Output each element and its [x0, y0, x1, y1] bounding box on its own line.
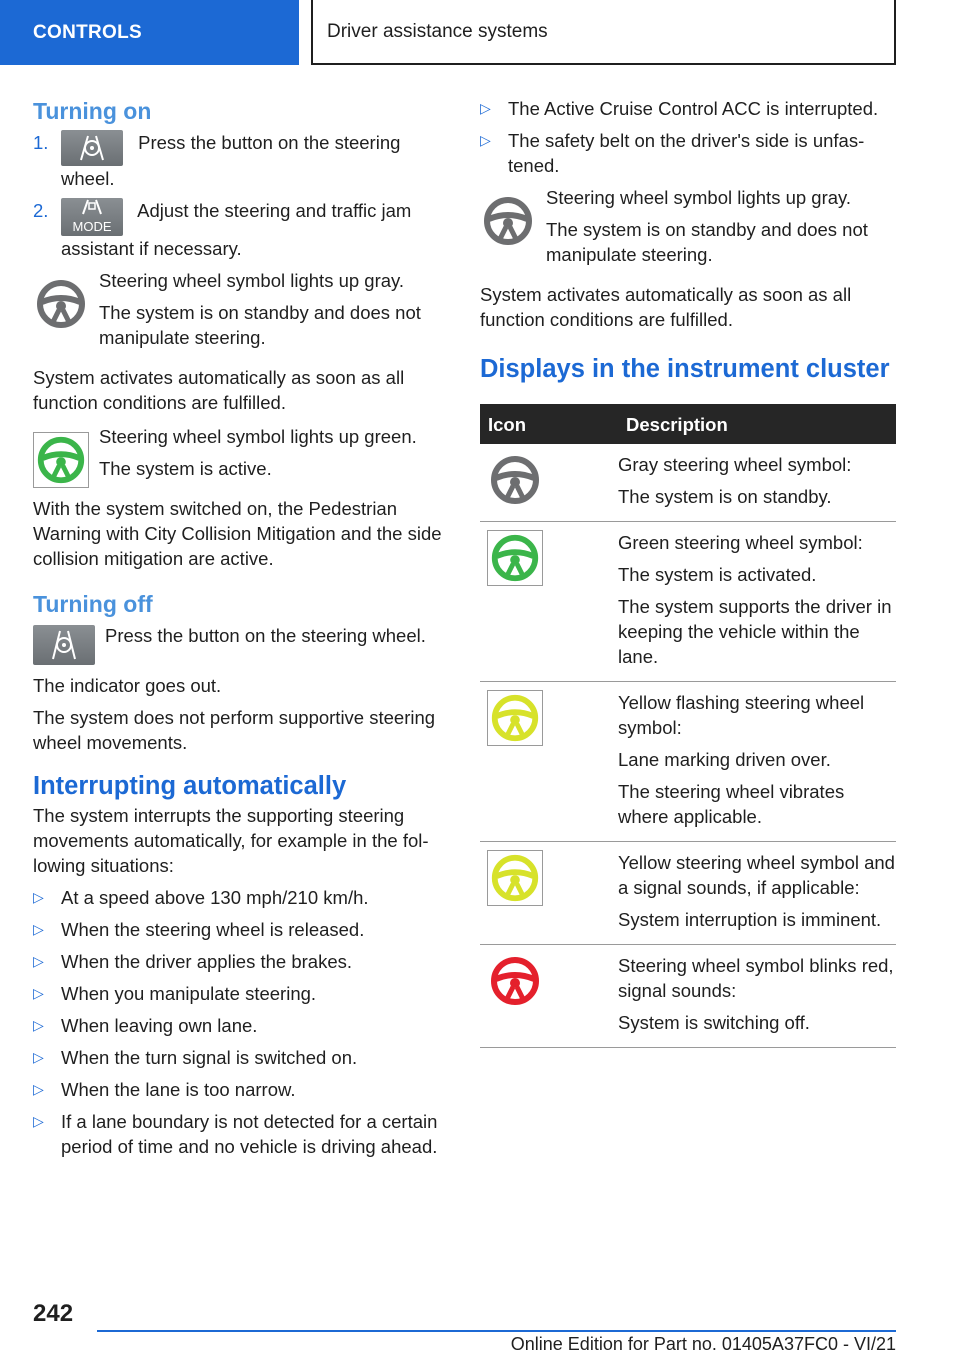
auto-activation-text: System activates automatically as soon as all function conditions are fulfilled.: [33, 367, 405, 413]
table-row: [480, 444, 896, 522]
turning-on-heading: Turning on: [33, 98, 152, 124]
yellow-flashing-steering-wheel-icon: [487, 690, 543, 746]
row-text: Green steering wheel symbol:: [618, 532, 863, 553]
lane-assist-button-icon: [61, 130, 123, 166]
description-column-header: Description: [618, 404, 896, 444]
list-item-text: The Active Cruise Control ACC is interrupted.: [508, 98, 879, 119]
list-item: [480, 128, 896, 178]
row-text: The system is activated.: [618, 564, 817, 585]
triangle-bullet-icon: ▷: [33, 1113, 44, 1129]
gray-symbol-block: [480, 185, 896, 274]
interrupting-heading: Interrupting automatically: [33, 772, 347, 800]
mode-label: MODE: [72, 219, 112, 234]
triangle-bullet-icon: ▷: [33, 1049, 44, 1065]
list-item: [33, 1013, 448, 1038]
turning-off-heading: Turning off: [33, 591, 153, 617]
green-symbol-block: [33, 424, 448, 488]
table-row: [480, 522, 896, 682]
row-text: System is switching off.: [618, 1012, 810, 1033]
list-item-text: When the lane is too narrow.: [61, 1079, 296, 1100]
green-symbol-line-2: The system is active.: [99, 458, 272, 479]
auto-activation-text: System activates automatically as soon as all function conditions are fulfilled.: [480, 284, 852, 330]
step-2-text: Adjust the steering and traffic jam assistant if necessary.: [61, 200, 412, 259]
triangle-bullet-icon: ▷: [33, 889, 44, 905]
section-tab: [0, 0, 299, 65]
list-item-text: When you manipulate steering.: [61, 983, 317, 1004]
triangle-bullet-icon: ▷: [480, 100, 491, 116]
interruption-list: [33, 885, 448, 1159]
step-1-text: Press the button on the steering wheel.: [61, 132, 401, 189]
pedestrian-warning-text: With the system switched on, the Pedestrian Warning with City Collision Mitigation and the side collision mitigation are active.: [33, 498, 442, 569]
row-text: Yellow steering wheel symbol and a signal sounds, if applicable:: [618, 852, 895, 898]
list-item-text: When the steering wheel is released.: [61, 919, 365, 940]
step-1: [33, 130, 448, 191]
list-item-text: The safety belt on the driver's side is unfastened.: [508, 130, 865, 176]
left-column: [33, 96, 448, 1166]
turning-off-text: Press the button on the steering wheel.: [105, 625, 426, 646]
list-item-text: When the driver applies the brakes.: [61, 951, 353, 972]
list-item: [33, 1077, 448, 1102]
row-text: Gray steering wheel symbol:: [618, 454, 852, 475]
list-item: [33, 1045, 448, 1070]
list-item-text: When leaving own lane.: [61, 1015, 258, 1036]
no-support-text: The system does not perform supportive steering wheel movements.: [33, 707, 436, 753]
list-item: [33, 885, 448, 910]
list-item: [33, 949, 448, 974]
lane-assist-button-icon: [33, 625, 95, 665]
triangle-bullet-icon: ▷: [480, 132, 491, 148]
edition-text: Online Edition for Part no. 01405A37FC0 - VI/21: [510, 1334, 896, 1354]
gray-steering-wheel-icon: [480, 193, 536, 249]
triangle-bullet-icon: ▷: [33, 1081, 44, 1097]
row-text: The steering wheel vibrates where applicable.: [618, 781, 845, 827]
gray-symbol-line-2: The system is on standby and does not manipulate steering.: [99, 302, 421, 348]
section-label: CONTROLS: [33, 21, 143, 43]
gray-symbol-line-1: Steering wheel symbol lights up gray.: [546, 187, 852, 208]
list-item: [33, 917, 448, 942]
yellow-steering-wheel-icon: [487, 850, 543, 906]
list-item-text: If a lane boundary is not detected for a certain period of time and no vehicle is driving ahead.: [61, 1111, 438, 1157]
red-steering-wheel-icon: [487, 953, 543, 1009]
list-item: [480, 96, 896, 121]
gray-symbol-line-1: Steering wheel symbol lights up gray.: [99, 270, 405, 291]
step-number: 2.: [33, 200, 49, 221]
row-text: The system is on standby.: [618, 486, 832, 507]
table-row: [480, 682, 896, 842]
turning-off-block: [33, 623, 448, 665]
right-column: [480, 96, 896, 1048]
indicator-text: The indicator goes out.: [33, 675, 222, 696]
list-item-text: When the turn signal is switched on.: [61, 1047, 358, 1068]
gray-symbol-line-2: The system is on standby and does not manipulate steering.: [546, 219, 868, 265]
chapter-label: Driver assistance systems: [327, 20, 548, 42]
gray-symbol-block: [33, 268, 448, 357]
page-number: 242: [33, 1300, 74, 1327]
footer-divider: [97, 1330, 896, 1332]
displays-heading: Displays in the instrument cluster: [480, 355, 890, 383]
row-text: Yellow flashing steering wheel symbol:: [618, 692, 865, 738]
list-item-text: At a speed above 130 mph/210 km/h.: [61, 887, 369, 908]
icon-column-header: Icon: [480, 404, 618, 444]
row-text: System interruption is imminent.: [618, 909, 882, 930]
table-row: [480, 842, 896, 945]
table-row: [480, 945, 896, 1048]
step-2: [33, 198, 448, 261]
list-item: [33, 981, 448, 1006]
triangle-bullet-icon: ▷: [33, 1017, 44, 1033]
green-steering-wheel-icon: [33, 432, 89, 488]
interruption-list-continued: [480, 96, 896, 178]
triangle-bullet-icon: ▷: [33, 921, 44, 937]
green-steering-wheel-icon: [487, 530, 543, 586]
row-text: The system supports the driver in keeping the vehicle within the lane.: [618, 596, 892, 667]
interrupting-intro: The system interrupts the supporting steering movements automatically, for example in the following situations:: [33, 805, 429, 876]
gray-steering-wheel-icon: [33, 276, 89, 332]
table-header-row: [480, 404, 896, 444]
step-number: 1.: [33, 132, 49, 153]
chapter-tab: [311, 0, 896, 65]
indicator-table: [480, 404, 896, 1048]
triangle-bullet-icon: ▷: [33, 953, 44, 969]
list-item: [33, 1109, 448, 1159]
green-symbol-line-1: Steering wheel symbol lights up green.: [99, 426, 417, 447]
triangle-bullet-icon: ▷: [33, 985, 44, 1001]
row-text: Steering wheel symbol blinks red, signal sounds:: [618, 955, 894, 1001]
row-text: Lane marking driven over.: [618, 749, 831, 770]
mode-button-icon: [61, 198, 123, 236]
gray-steering-wheel-icon: [487, 452, 543, 508]
